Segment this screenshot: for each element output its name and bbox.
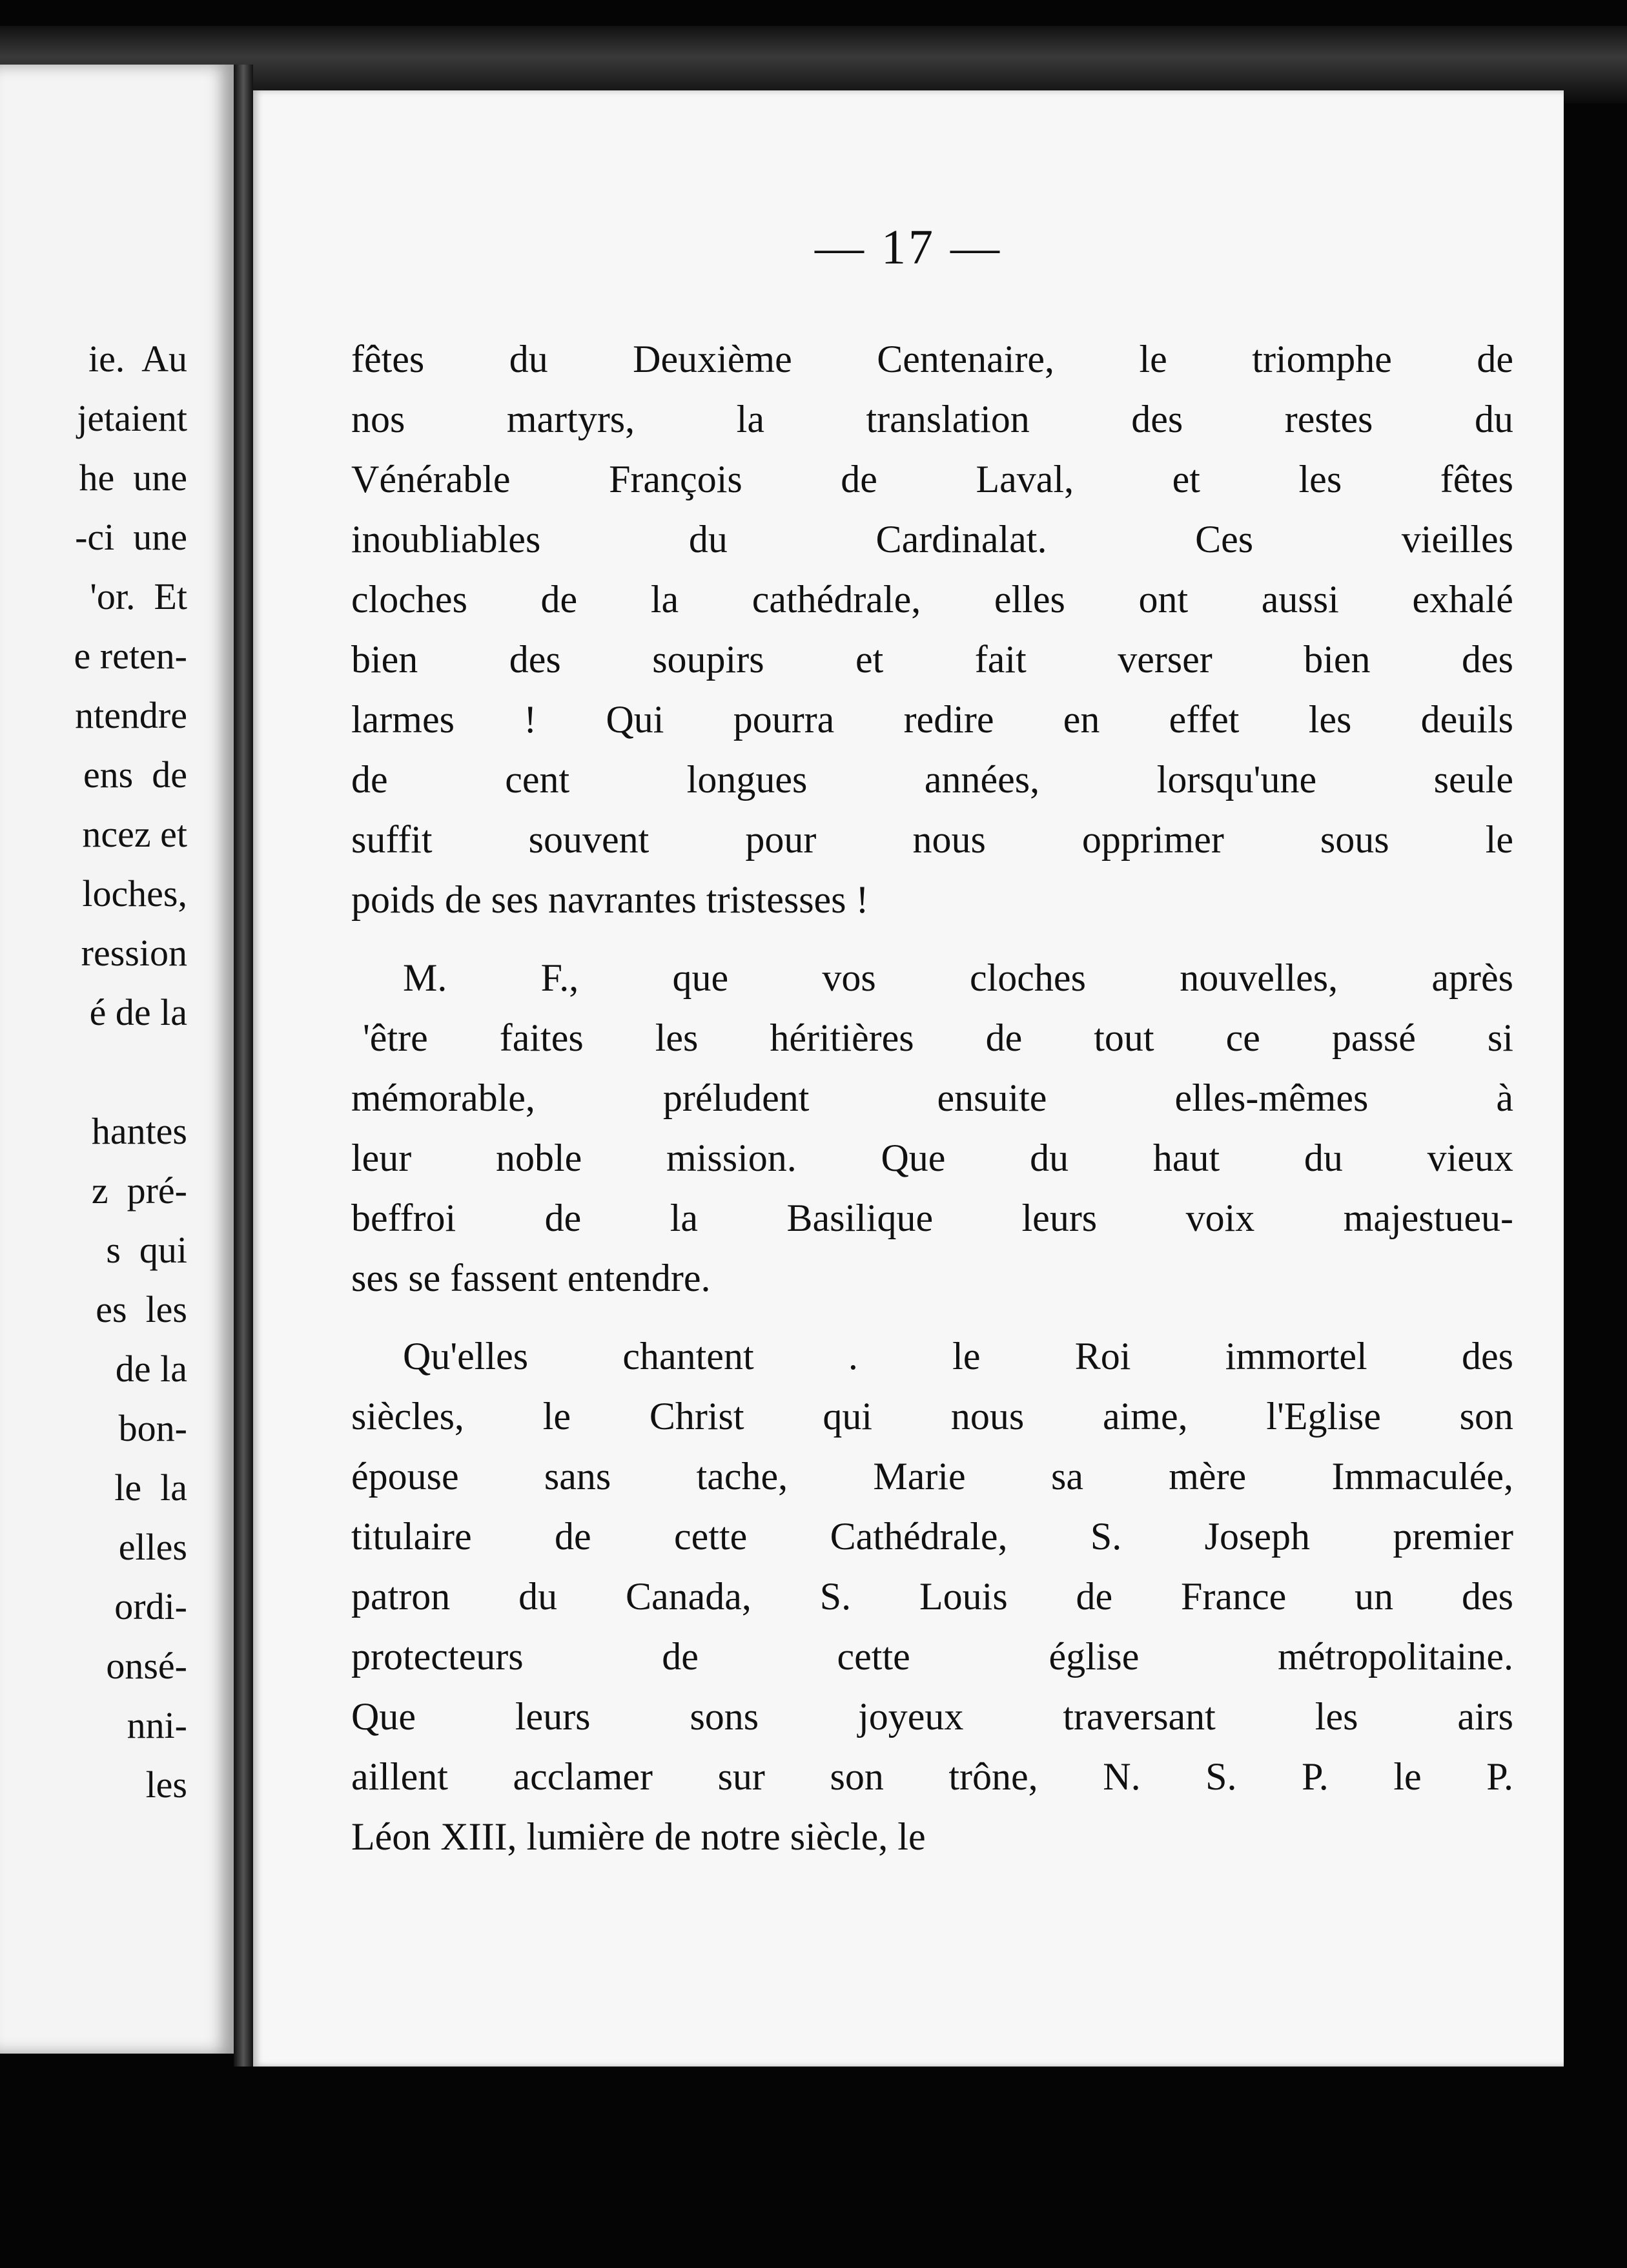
left-page-line: he une (79, 457, 187, 499)
word: Que (881, 1137, 946, 1179)
word: deuils (1420, 698, 1513, 741)
word: tout (1094, 1016, 1154, 1059)
word: mission. (666, 1137, 797, 1179)
word: immortel (1225, 1335, 1367, 1377)
word: Deuxième (633, 338, 792, 380)
word: héritières (770, 1016, 914, 1059)
word: S. (819, 1575, 852, 1618)
word: tache, (696, 1455, 788, 1498)
word: France (1181, 1575, 1287, 1618)
text-line (351, 948, 1513, 1008)
word: les (1298, 458, 1342, 500)
word: Canada, (626, 1575, 752, 1618)
paragraph (351, 1326, 1513, 1867)
left-page-line: ie. Au (88, 338, 187, 380)
word: nous (950, 1395, 1025, 1438)
word: passé (1331, 1016, 1416, 1059)
word: M. (403, 956, 447, 999)
text-line (351, 690, 1513, 750)
left-page-line: e reten- (74, 635, 187, 677)
word: un (1355, 1575, 1394, 1618)
right-page (253, 90, 1564, 2067)
word: métropolitaine. (1278, 1635, 1513, 1678)
word: et (1172, 458, 1200, 500)
text-line (351, 1128, 1513, 1188)
word: Que (351, 1695, 416, 1738)
word: bien (351, 638, 418, 681)
text-line (351, 1627, 1513, 1687)
word: Qui (606, 698, 664, 741)
word: de (554, 1515, 591, 1558)
word: aime, (1102, 1395, 1188, 1438)
word: Cardinalat. (875, 518, 1047, 561)
word: ensuite (937, 1077, 1047, 1119)
word: vieux (1427, 1137, 1513, 1179)
word: du (509, 338, 548, 380)
word: épouse (351, 1455, 459, 1498)
text-line (351, 449, 1513, 510)
word: vieilles (1401, 518, 1513, 561)
left-page (0, 65, 234, 2054)
left-page-line: ression (81, 932, 187, 974)
left-page-line: bon- (118, 1407, 187, 1449)
word: opprimer (1081, 818, 1224, 861)
text-line (351, 1008, 1513, 1068)
line-text: Léon XIII, lumière de notre siècle, le (351, 1815, 926, 1858)
text-line (351, 1326, 1513, 1387)
word: de (662, 1635, 699, 1678)
word: S. (1090, 1515, 1122, 1558)
word: les (1308, 698, 1352, 741)
word: des (1131, 398, 1183, 440)
word: le (1485, 818, 1513, 861)
left-page-line: ens de (83, 754, 187, 796)
word: la (670, 1197, 698, 1239)
word: Louis (919, 1575, 1008, 1618)
word: soupirs (652, 638, 764, 681)
word: que (672, 956, 729, 999)
word: du (1474, 398, 1513, 440)
left-page-line: 'or. Et (90, 575, 187, 617)
page-number: — 17 — (815, 220, 1002, 274)
word: beffroi (351, 1197, 456, 1239)
word: leurs (515, 1695, 591, 1738)
word: la (650, 578, 679, 621)
word: Ces (1195, 518, 1254, 561)
word: . (848, 1335, 858, 1377)
word: des (509, 638, 561, 681)
word: ce (1225, 1016, 1260, 1059)
word: aussi (1261, 578, 1339, 621)
left-page-line: nni- (127, 1704, 187, 1746)
word: son (830, 1755, 884, 1798)
word: fêtes (351, 338, 425, 380)
word: elles-mêmes (1174, 1077, 1369, 1119)
text-line (351, 329, 1513, 389)
word: préludent (662, 1077, 810, 1119)
word: de (1477, 338, 1513, 380)
word: voix (1185, 1197, 1255, 1239)
body-text (351, 329, 1513, 1867)
word: nos (351, 398, 405, 440)
word: triomphe (1252, 338, 1392, 380)
word: martyrs, (506, 398, 635, 440)
text-line (351, 1567, 1513, 1627)
word: sons (690, 1695, 759, 1738)
word: mémorable, (351, 1077, 535, 1119)
word: sans (544, 1455, 611, 1498)
left-page-line: jetaient (77, 397, 187, 439)
word: P. (1302, 1755, 1329, 1798)
word: si (1487, 1016, 1513, 1059)
left-page-line: ntendre (75, 694, 187, 736)
left-page-line: le la (114, 1467, 187, 1509)
word: elles (994, 578, 1065, 621)
word: les (1315, 1695, 1358, 1738)
word: du (1030, 1137, 1069, 1179)
word: vos (822, 956, 876, 999)
text-line (351, 1387, 1513, 1447)
word: nouvelles, (1180, 956, 1338, 999)
word: mère (1169, 1455, 1247, 1498)
word: cent (505, 758, 570, 801)
word: du (518, 1575, 558, 1618)
text-line (351, 1807, 1513, 1867)
line-text: ses se fassent entendre. (351, 1257, 711, 1299)
word: cloches (970, 956, 1086, 999)
word: haut (1152, 1137, 1220, 1179)
text-line (351, 1188, 1513, 1248)
left-page-line: elles (118, 1526, 187, 1568)
word: son (1459, 1395, 1513, 1438)
word: années, (924, 758, 1040, 801)
word: Cathédrale, (830, 1515, 1008, 1558)
text-line (351, 1068, 1513, 1128)
word: cathédrale, (752, 578, 921, 621)
left-page-line: ordi- (114, 1585, 187, 1627)
word: souvent (528, 818, 650, 861)
left-page-line (74, 1042, 187, 1102)
word: seule (1433, 758, 1513, 801)
word: Centenaire, (877, 338, 1055, 380)
word: et (855, 638, 884, 681)
word: Immaculée, (1331, 1455, 1513, 1498)
word: des (1462, 1575, 1513, 1618)
word: titulaire (351, 1515, 472, 1558)
text-line (351, 1248, 1513, 1308)
left-page-line: loches, (82, 872, 187, 914)
paragraph (351, 329, 1513, 930)
word: leur (351, 1137, 412, 1179)
word: premier (1393, 1515, 1513, 1558)
word: des (1462, 1335, 1513, 1377)
word: P. (1486, 1755, 1513, 1798)
line-text: poids de ses navrantes tristesses ! (351, 878, 869, 921)
left-page-line: s qui (106, 1229, 187, 1271)
left-page-line: les (145, 1764, 187, 1806)
word: traversant (1063, 1695, 1216, 1738)
left-page-line: ncez et (82, 813, 187, 855)
word: patron (351, 1575, 451, 1618)
left-page-line: de la (115, 1348, 187, 1390)
word: la (736, 398, 764, 440)
word: inoubliables (351, 518, 541, 561)
word: l'Eglise (1266, 1395, 1381, 1438)
word: majestueu- (1343, 1197, 1513, 1239)
left-page-line: onsé- (106, 1645, 187, 1687)
word: F., (540, 956, 579, 999)
word: pourra (733, 698, 835, 741)
word: lorsqu'une (1156, 758, 1317, 801)
left-page-line: hantes (91, 1110, 187, 1152)
word: ! (524, 698, 537, 741)
word: noble (496, 1137, 582, 1179)
word: église (1049, 1635, 1140, 1678)
left-page-line: -ci une (75, 516, 187, 558)
word: Christ (649, 1395, 744, 1438)
word: sur (717, 1755, 765, 1798)
word: du (1304, 1137, 1343, 1179)
word: translation (866, 398, 1030, 440)
word: le (1393, 1755, 1422, 1798)
word: les (655, 1016, 699, 1059)
left-page-line: es les (96, 1288, 187, 1330)
word: protecteurs (351, 1635, 524, 1678)
word: Joseph (1204, 1515, 1311, 1558)
text-line (351, 1687, 1513, 1747)
word: N. (1103, 1755, 1141, 1798)
text-line (351, 1507, 1513, 1567)
word: de (351, 758, 388, 801)
word: cette (674, 1515, 748, 1558)
word: à (1496, 1077, 1513, 1119)
paragraph (351, 948, 1513, 1308)
word: nous (912, 818, 986, 861)
text-line (351, 570, 1513, 630)
word: le (1139, 338, 1167, 380)
word: sa (1050, 1455, 1083, 1498)
word: en (1063, 698, 1100, 741)
word: airs (1457, 1695, 1513, 1738)
text-line (351, 1747, 1513, 1807)
word: ont (1138, 578, 1189, 621)
word: larmes (351, 698, 455, 741)
word: de (544, 1197, 582, 1239)
text-line (351, 750, 1513, 810)
word: fêtes (1440, 458, 1513, 500)
word: des (1461, 638, 1513, 681)
left-page-line: é de la (89, 991, 187, 1033)
text-line (351, 870, 1513, 930)
left-page-text (74, 329, 187, 1815)
left-page-line: z pré- (91, 1170, 187, 1211)
text-line (351, 810, 1513, 870)
word: siècles, (351, 1395, 464, 1438)
word: verser (1118, 638, 1213, 681)
word: trône, (948, 1755, 1038, 1798)
word: de (540, 578, 578, 621)
word: de (1076, 1575, 1113, 1618)
word: suffit (351, 818, 433, 861)
word: Laval, (976, 458, 1074, 500)
word: cette (837, 1635, 910, 1678)
word: redire (903, 698, 994, 741)
text-line (351, 510, 1513, 570)
word: Vénérable (351, 458, 511, 500)
word: le (542, 1395, 571, 1438)
word: qui (823, 1395, 873, 1438)
word: le (952, 1335, 981, 1377)
word: leurs (1021, 1197, 1098, 1239)
word: Qu'elles (403, 1335, 529, 1377)
word: effet (1169, 698, 1240, 741)
word: Marie (873, 1455, 966, 1498)
gutter (234, 65, 253, 2067)
word: chantent (622, 1335, 754, 1377)
word: cloches (351, 578, 467, 621)
word: aillent (351, 1755, 448, 1798)
word: joyeux (858, 1695, 964, 1738)
word: du (688, 518, 728, 561)
word: 'être (363, 1016, 428, 1059)
word: exhalé (1412, 578, 1513, 621)
word: faites (499, 1016, 584, 1059)
word: de (985, 1016, 1023, 1059)
word: restes (1284, 398, 1373, 440)
word: fait (974, 638, 1027, 681)
word: acclamer (513, 1755, 653, 1798)
word: S. (1205, 1755, 1237, 1798)
word: sous (1320, 818, 1389, 861)
text-line (351, 630, 1513, 690)
text-line (351, 1447, 1513, 1507)
word: de (841, 458, 877, 500)
word: Roi (1074, 1335, 1131, 1377)
word: Basilique (786, 1197, 934, 1239)
text-line (351, 389, 1513, 449)
word: après (1431, 956, 1513, 999)
word: bien (1304, 638, 1371, 681)
word: François (609, 458, 742, 500)
word: pour (745, 818, 817, 861)
word: longues (686, 758, 808, 801)
